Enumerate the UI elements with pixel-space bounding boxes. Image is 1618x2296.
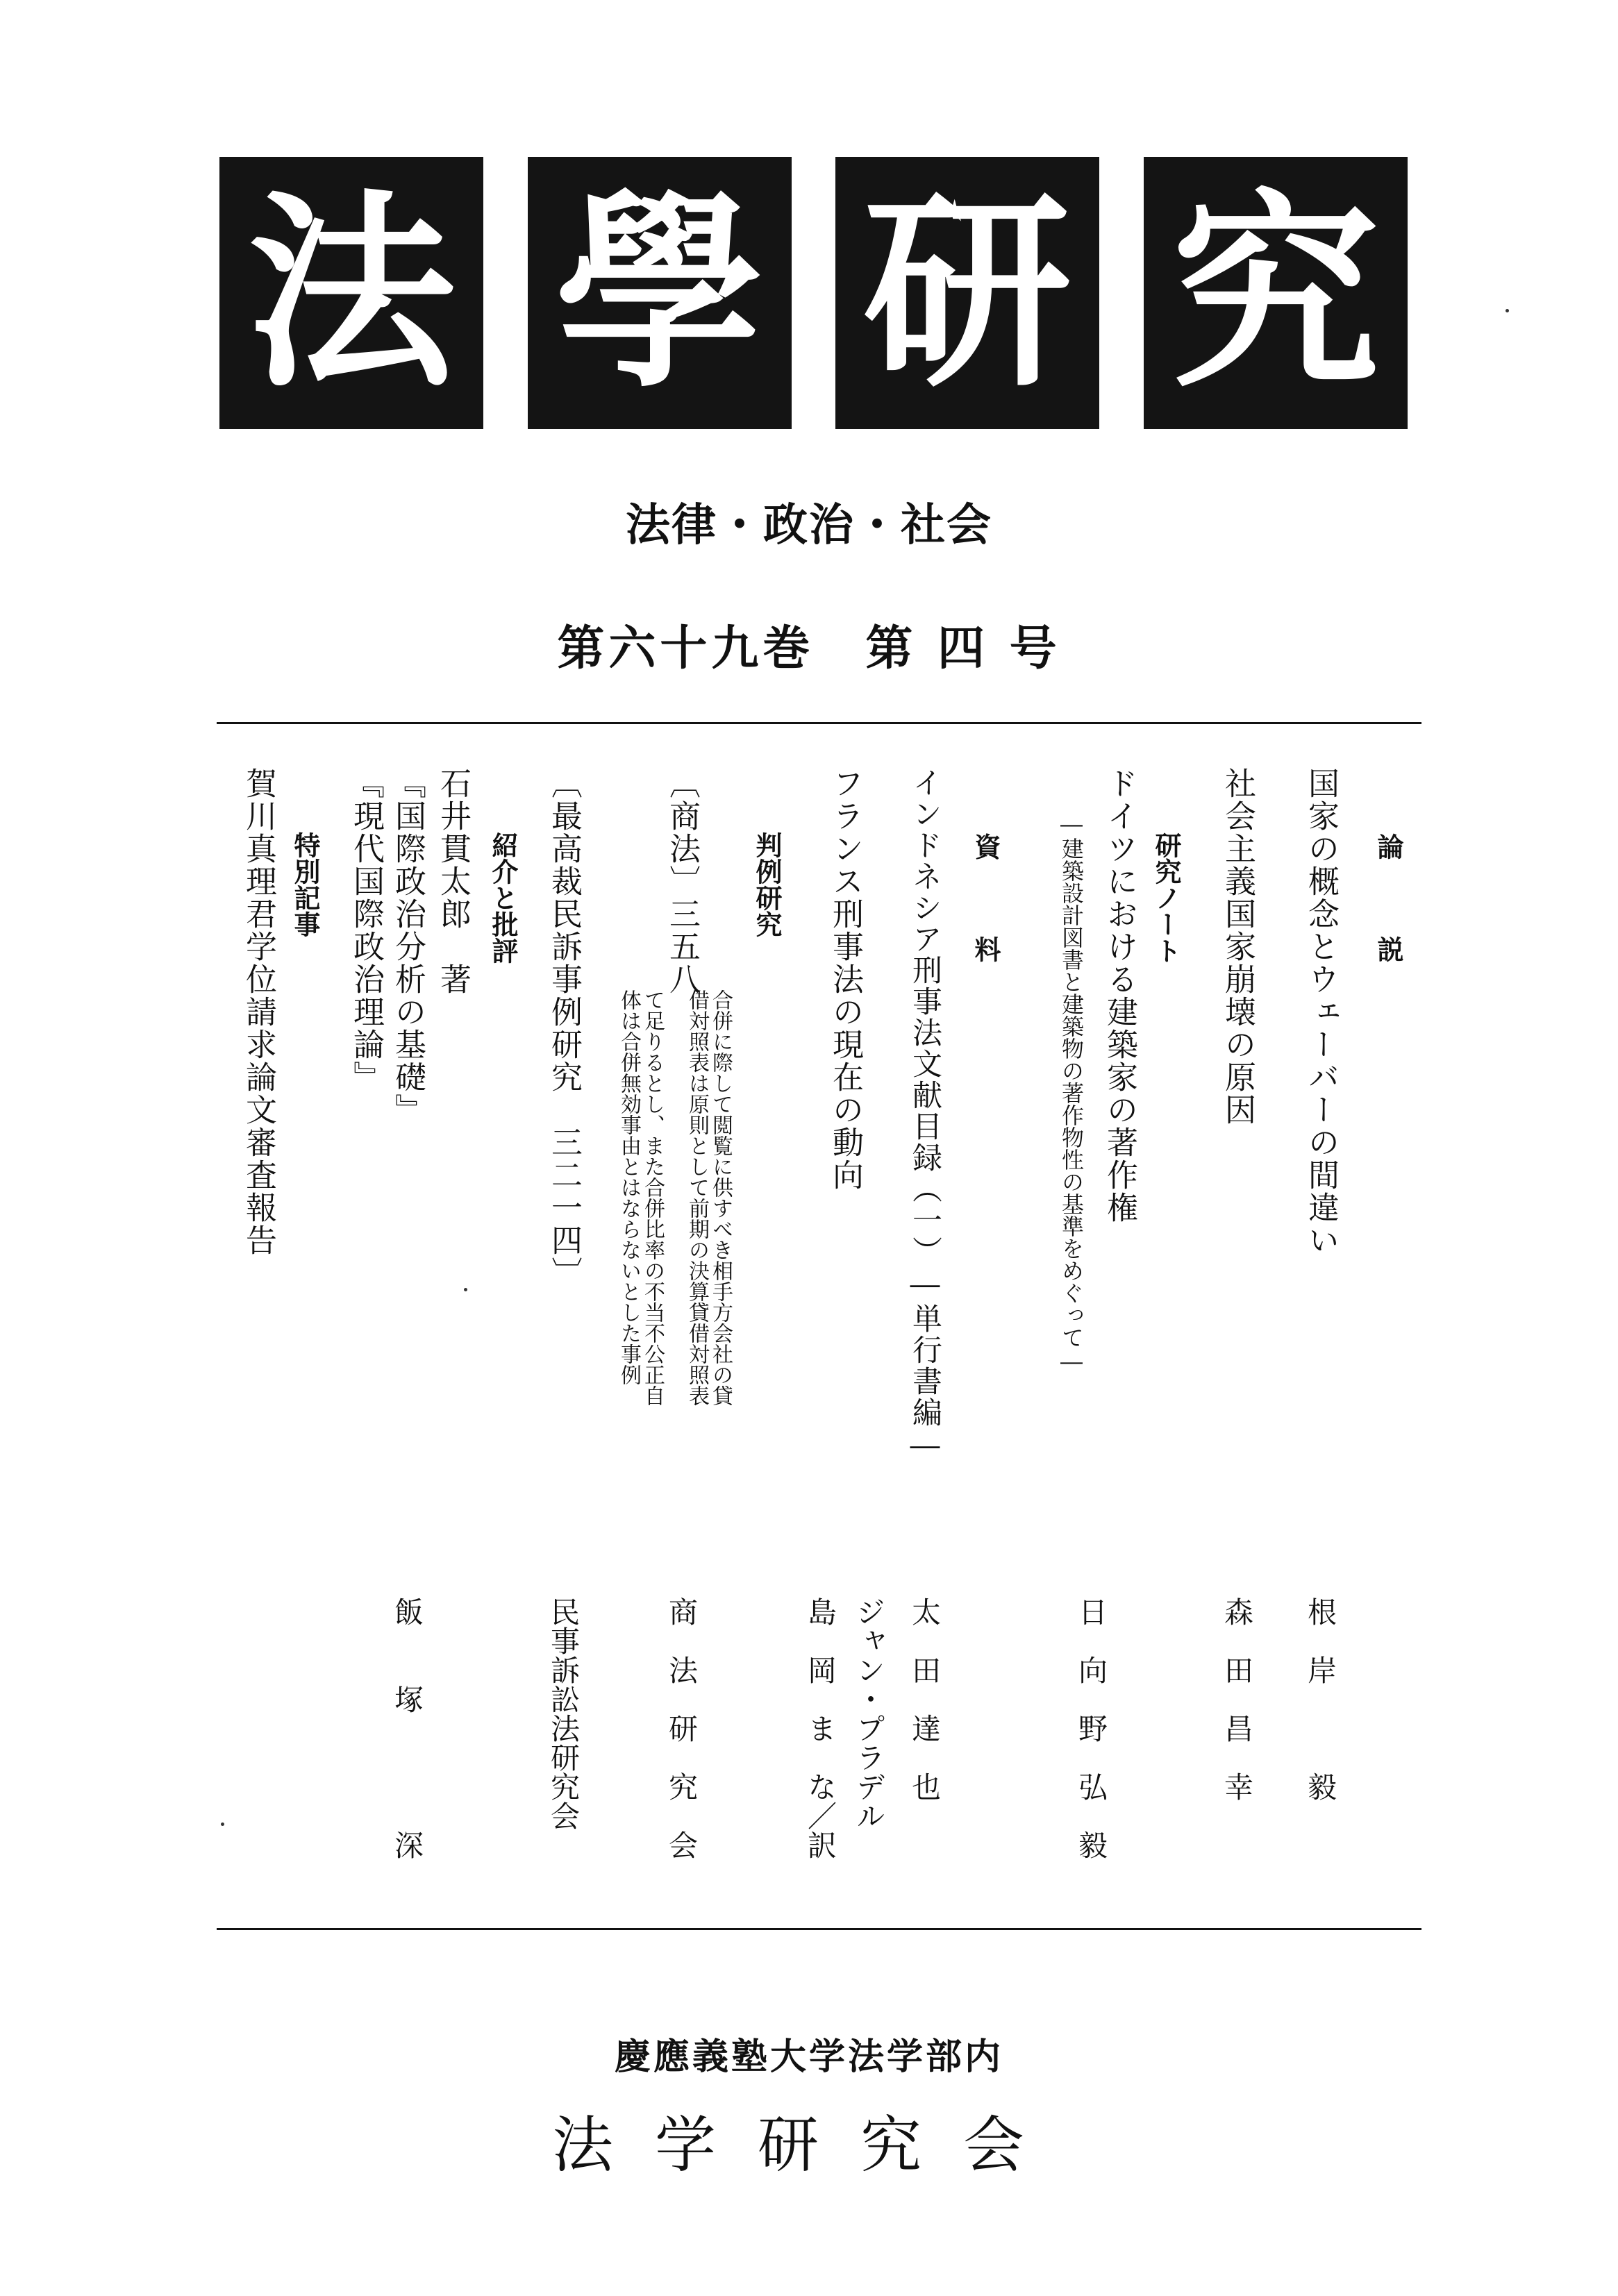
section-heading-hanrei-kenkyu: 判例研究 [751,832,782,937]
review-book-title: 『現代国際政治理論』 [348,767,385,1093]
article-author: 太 田 達 也 [908,1597,942,1801]
masthead-char-1: 法 [219,157,483,429]
review-reviewer: 飯 塚 深 [390,1597,424,1859]
section-heading-ronsetsu: 論 説 [1373,833,1403,987]
section-heading-kenkyu-note: 研究ノート [1151,832,1181,964]
review-author: 石井貫太郎 著 [435,767,472,996]
case-note-line-4: 体は合併無効事由とはならないとした事例 [617,989,641,1385]
journal-subtitle: 法律・政治・社会 [626,500,992,551]
case-title: 〔最高裁民訴事例研究 三二一四〕 [546,767,583,1289]
article-title: フランス刑事法の現在の動向 [827,767,864,1191]
top-rule [217,722,1421,724]
case-author: 商 法 研 究 会 [665,1597,699,1859]
section-heading-tokubetsu-kiji: 特別記事 [290,832,320,937]
bottom-rule [217,1928,1421,1930]
article-author: 森 田 昌 幸 [1220,1597,1254,1801]
section-heading-shokai-to-hihyo: 紹介と批評 [487,832,518,964]
masthead-char-3: 研 [835,157,1099,429]
article-subtitle: ―建築設計図書と建築物の著作物性の基準をめぐって― [1058,811,1085,1375]
section-heading-shiryo: 資 料 [970,833,1001,987]
article-title: 国家の概念とウェーバーの間違い [1303,767,1340,1257]
article-title: インドネシア刑事法文献目録（一）―単行書編― [908,767,942,1464]
article-title: 社会主義国家崩壊の原因 [1219,767,1256,1126]
case-note-line-1: 合併に際して閲覧に供すべき相手方会社の貸 [708,989,733,1406]
masthead-char-2: 學 [528,157,792,429]
article-title: ドイツにおける建築家の著作権 [1101,767,1138,1224]
special-article-title: 賀川真理君学位請求論文審査報告 [240,767,277,1257]
case-author: 民事訴訟法研究会 [547,1597,581,1830]
publisher-affiliation: 慶應義塾大学法学部内 [614,2036,1003,2078]
article-author: 根 岸 毅 [1303,1597,1337,1801]
case-note-line-2: 借対照表は原則として前期の決算貸借対照表 [685,989,709,1406]
scan-speck [1506,309,1509,312]
case-note-line-3: て足りるとし、また合併比率の不当不公正自 [640,989,665,1406]
scan-speck [221,1822,224,1826]
article-author: 日 向 野 弘 毅 [1074,1597,1108,1859]
volume-issue: 第六十九巻 第 四 号 [557,621,1061,676]
review-book-title: 『国際政治分析の基礎』 [390,767,426,1126]
article-author: ジャン・プラデル [852,1597,886,1830]
translator: 島 岡 ま な／訳 [803,1597,837,1859]
masthead-char-4: 究 [1144,157,1408,429]
publisher-name: 法学研究会 [551,2109,1066,2181]
scan-speck [464,1288,467,1291]
case-title: 〔商法〕三五八 [664,767,701,996]
